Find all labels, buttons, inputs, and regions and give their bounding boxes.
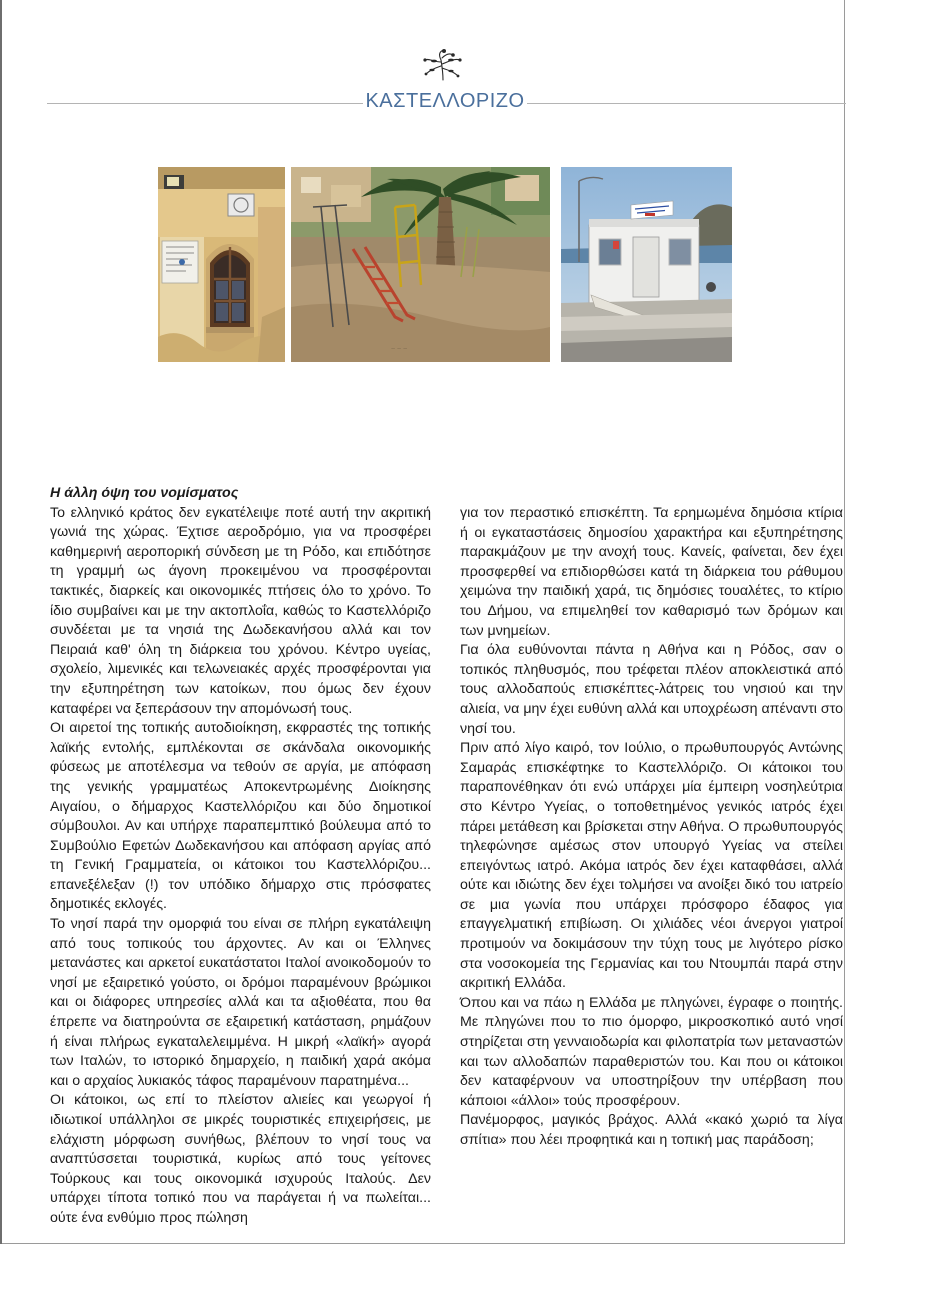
article-column-left xyxy=(50,484,431,1229)
header-rule-right xyxy=(527,103,846,104)
article-paragraph: Πριν από λίγο καιρό, τον Ιούλιο, ο πρωθυπουργός Αντώνης Σαμαράς επισκέφτηκε το Καστελλόριζο. Οι κάτοικοι του παραπονέθηκαν ότι ενώ υπάρχει μία έμπειρη νοσηλεύτρια στο Κέντρο Υγείας, ο τοποθετημένος γενικός ιατρός έχει πάρει μετάθεση και βρίσκεται στην Αθήνα. Ο πρωθυπουργός τηλεφώνησε αμέσως στον υπουργό Υγείας να στείλει επειγόντως ιατρό. Ακόμα ιατρός δεν έχει καταφθάσει, αλλά ούτε και ιδιώτης δεν έχει τολμήσει να ανοίξει δικό του ιατρείο σε μια γωνία που υπάρχει πρόσφορο έδαφος για επαγγελματική επιβίωση. Οι χιλιάδες νέοι άνεργοι γιατροί προτιμούν να δοκιμάσουν την τύχη τους με λιγότερο ρίσκο στα νοσοκομεία της Γερμανίας και του Ντουμπάι παρά στην ακριτική Ελλάδα. xyxy=(460,740,843,992)
article-paragraph: Πανέμορφος, μαγικός βράχος. Αλλά «κακό χωριό τα λίγα σπίτια» που λέει προφητικά και η τοπική μας παράδοση; xyxy=(460,1112,843,1148)
header-rule-left xyxy=(47,103,363,104)
article-column-right xyxy=(460,504,843,1151)
article-paragraph: Οι αιρετοί της τοπικής αυτοδιοίκηση, εκφραστές της τοπικής λαϊκής εντολής, εμπλέκονται σε σκάνδαλα οικονομικής φύσεως με αποτέλεσμα να τεθούν σε αργία, με απόφαση της γενικής γραμματέως Αποκεντρωμένης Διοίκησης Αιγαίου, ο δήμαρχος Καστελλόριζου και δύο δημοτικοί σύμβουλοι. Αν και υπήρχε παραπεμπτικό βούλευμα από το Συμβούλιο Εφετών Δωδεκανήσου και απόφαση αργίας από τη Γενική Γραμματεία, οι κάτοικοι του Καστελλόριζου... επανεξέλεξαν (!) τον υπόδικο δήμαρχο στις πρόσφατες δημοτικές εκλογές. xyxy=(50,720,431,913)
page-left-border xyxy=(0,0,2,1244)
article-paragraph: Το ελληνικό κράτος δεν εγκατέλειψε ποτέ αυτή την ακριτική γωνιά της χώρας. Έχτισε αεροδρόμιο, για να προσφέρει καθημερινή αεροπορική σύνδεση με τη Ρόδο, και επιδότησε τη γραμμή ως άγονη προκειμένου να προσφέρονται τακτικές, διαρκείς και οικονομικές πτήσεις όλο το χρόνο. Το ίδιο συμβαίνει και με την ακτοπλοΐα, καθώς το Καστελλόριζο συνδέεται με τα νησιά της Δωδεκανήσου αλλά και τον Πειραιά καθ' όλη τη διάρκεια του χρόνου. Κέντρο υγείας, σχολείο, λιμενικές και τελωνειακές αρχές προσφέρονται για την εξυπηρέτηση των κατοίκων, που όμως δεν έχουν καταφέρει να ξεπεράσουν την απομόνωσή τους. xyxy=(50,504,431,717)
article-heading: Η άλλη όψη του νομίσματος xyxy=(50,485,239,501)
article-paragraph: Οι κάτοικοι, ως επί το πλείστον αλιείες και γεωργοί ή ιδιωτικοί υπάλληλοι σε μικρές τουριστικές επιχειρήσεις, με ελάχιστη μόρφωση συνήθως, βλέπουν το νησί τους να αναπτύσσεται τουριστικά, κυρίως από τους γείτονες Τούρκους και τους οικονομικά ισχυρούς Ιταλούς. Δεν υπάρχει τίποτα τοπικό που να παράγεται ή να πωλείται... ούτε ένα ενθύμιο προς πώληση xyxy=(50,1092,431,1226)
article-paragraph: Το νησί παρά την ομορφιά του είναι σε πλήρη εγκατάλειψη από τους τοπικούς του άρχοντες. Αν και οι Έλληνες μετανάστες και αρκετοί ευκατάστατοι Ιταλοί ανοικοδομούν το νησί με εξαιρετικό γούστο, οι δρόμοι παραμένουν βρώμικοι και οι διάφορες υπηρεσίες αλλά και τα αξιοθέατα, που θα έπρεπε να διατηρούντα σε εξαιρετική κατάσταση, ρημάζουν ή είναι πλήρως εγκαταλελειμμένα. Η μικρή «λαϊκή» αγορά των Ιταλών, το ιστορικό δημαρχείο, η παιδική χαρά ακόμα και ο αρχαίος λυκιακός τάφος παραμένουν παρατημένα... xyxy=(50,916,431,1089)
playground-slide-photo xyxy=(291,167,550,362)
section-title: ΚΑΣΤΕΛΛΟΡΙΖΟ xyxy=(365,90,525,112)
article-paragraph: Για όλα ευθύνονται πάντα η Αθήνα και η Ρόδος, σαν ο τοπικός πληθυσμός, που τρέφεται πλέον αποκλειστικά από τους αλλοδαπούς επισκέπτες-λάτρεις του νησιού και την αλιεία, να μην έχει ευθύνη αλλά και υποχρέωση απέναντι στο νησί του. xyxy=(460,642,843,737)
article-paragraph: Όπου και να πάω η Ελλάδα με πληγώνει, έγραφε ο ποιητής. Με πληγώνει που το πιο όμορφο, μικροσκοπικό αυτό νησί στηρίζεται στη γενναιοδωρία και φιλοπατρία των μεταναστών και των αλλοδαπών παραθεριστών του. Και που οι κάτοικοι δεν καταφέρνουν να υποστηρίξουν την υπέρβαση που κάποιοι «άλλοι» τούς προσφέρουν. xyxy=(460,994,843,1109)
svg-text:~ ~ ~: ~ ~ ~ xyxy=(391,346,408,353)
building-window-photo xyxy=(158,167,285,362)
portable-clinic-photo xyxy=(561,167,732,362)
floral-ornament-icon xyxy=(420,48,466,82)
article-paragraph: για τον περαστικό επισκέπτη. Τα ερημωμένα δημόσια κτίρια ή οι εγκαταστάσεις δημοσίου χαρακτήρα και εξυπηρέτησης παρακμάζουν με την ανοχή τους. Κανείς, φαίνεται, δεν έχει προσφερθεί να επιδιορθώσει κατά τη διάρκεια του ράθυμου χειμώνα την παιδική χαρά, τις δημόσιες τουαλέτες, το κτίριο του Δήμου, να επιμεληθεί τον καθαρισμό των δρόμων και των μνημείων. xyxy=(460,505,843,639)
